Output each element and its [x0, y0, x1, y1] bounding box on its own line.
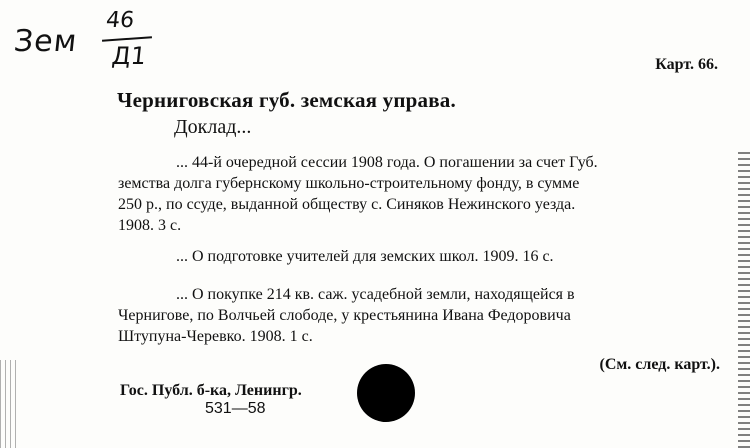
entry-2 [118, 246, 718, 267]
handwritten-prefix: Зем [12, 24, 80, 59]
scan-edge-noise [738, 150, 750, 448]
entry-line: ... 44-й очередной сессии 1908 года. О погашении за счет Губ. [176, 154, 598, 171]
handwritten-shelf-note [12, 8, 164, 84]
card-punch-hole [357, 364, 415, 422]
card-number: Карт. 66. [655, 56, 718, 73]
handwritten-denominator: Д1 [110, 42, 148, 70]
entry-3 [118, 284, 718, 347]
entry-line: земства долга губернскому школьно-строительному фонду, в сумме [118, 175, 580, 192]
shelf-mark: 531—58 [205, 400, 266, 417]
card-heading: Черниговская губ. земская управа. [117, 88, 456, 112]
scan-edge-noise-left [0, 360, 20, 448]
entry-line: 250 р., по ссуде, выданной обществу с. Синяков Нежинского уезда. [118, 196, 576, 213]
entry-line: ... О покупке 214 кв. саж. усадебной земли, находящейся в [176, 286, 575, 303]
see-next-card-note: (См. след. карт.). [599, 356, 720, 373]
entry-line: Штупуна-Черевко. 1908. 1 с. [118, 328, 313, 345]
entry-line: 1908. 3 с. [118, 217, 182, 234]
entry-1 [118, 152, 718, 236]
handwritten-fraction-line [102, 36, 152, 41]
handwritten-numerator: 46 [104, 8, 136, 33]
entry-line: Чернигове, по Волчьей слободе, у крестьянина Ивана Федоровича [118, 307, 571, 324]
card-subheading: Доклад... [174, 116, 252, 138]
library-stamp: Гос. Публ. б-ка, Ленингр. [120, 382, 302, 399]
entry-line: ... О подготовке учителей для земских школ. 1909. 16 с. [176, 248, 554, 265]
